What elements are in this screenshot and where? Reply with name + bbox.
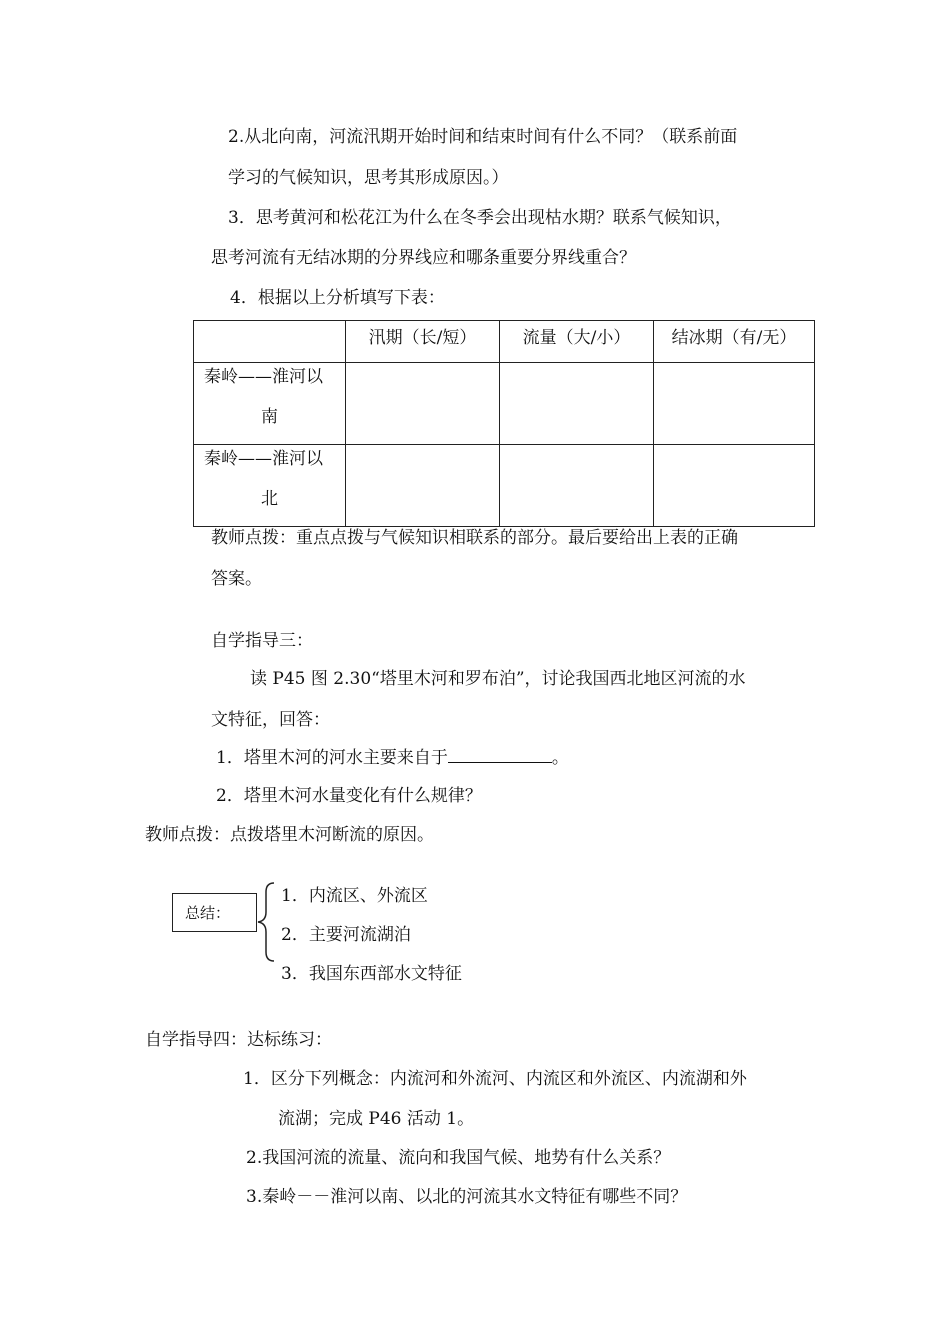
table-row: [194, 363, 815, 445]
row-label-line1: 秦岭——淮河以: [204, 449, 323, 469]
table-cell: [500, 445, 654, 527]
summary-box: [172, 893, 257, 932]
question-3-line1: 3．思考黄河和松花江为什么在冬季会出现枯水期？联系气候知识，: [228, 208, 732, 228]
table-header-row: [194, 321, 815, 363]
table-header-flow: 流量（大/小）: [500, 321, 654, 363]
hydrology-table: [193, 320, 815, 527]
section-3-title: 自学指导三：: [211, 631, 313, 651]
question-2-line1: 2.从北向南，河流汛期开始时间和结束时间有什么不同？（联系前面: [228, 127, 738, 147]
teacher-note-1-line2: 答案。: [211, 569, 262, 589]
brace-icon: [254, 880, 284, 964]
question-1-end: 。: [551, 748, 569, 768]
question-3-line2: 思考河流有无结冰期的分界线应和哪条重要分界线重合？: [211, 248, 636, 268]
row-label-south: [194, 363, 346, 445]
teacher-note-2: 教师点拨：点拨塔里木河断流的原因。: [145, 825, 434, 845]
section-4-question-2: 2.我国河流的流量、流向和我国气候、地势有什么关系？: [246, 1148, 671, 1168]
summary-item-2: 2．主要河流湖泊: [281, 925, 411, 945]
row-label-line2: 南: [261, 407, 278, 427]
row-label-line1: 秦岭——淮河以: [204, 367, 323, 387]
section-3-question-1: [216, 746, 569, 769]
row-label-line2: 北: [261, 489, 278, 509]
table-header-empty: [194, 321, 346, 363]
summary-item-3: 3．我国东西部水文特征: [281, 964, 462, 984]
summary-item-1: 1．内流区、外流区: [281, 886, 428, 906]
row-label-north: [194, 445, 346, 527]
table-cell: [346, 445, 500, 527]
answer-blank: [448, 746, 552, 763]
section-3-intro-line2: 文特征，回答：: [211, 710, 330, 730]
table-cell: [346, 363, 500, 445]
question-1-text: 1．塔里木河的河水主要来自于: [216, 748, 448, 768]
table-cell: [654, 445, 815, 527]
question-4: 4．根据以上分析填写下表：: [230, 288, 445, 308]
table-header-flood-season: 汛期（长/短）: [346, 321, 500, 363]
table-cell: [500, 363, 654, 445]
section-4-title: 自学指导四：达标练习：: [145, 1030, 332, 1050]
question-2-line2: 学习的气候知识，思考其形成原因。）: [228, 168, 509, 188]
table-cell: [654, 363, 815, 445]
table-header-freezing: 结冰期（有/无）: [654, 321, 815, 363]
section-3-intro-line1: 读 P45 图 2.30“塔里木河和罗布泊”，讨论我国西北地区河流的水: [250, 669, 746, 689]
teacher-note-1-line1: 教师点拨：重点点拨与气候知识相联系的部分。最后要给出上表的正确: [211, 528, 738, 548]
section-4-question-3: 3.秦岭－－淮河以南、以北的河流其水文特征有哪些不同？: [246, 1187, 688, 1207]
section-3-question-2: 2．塔里木河水量变化有什么规律？: [216, 786, 482, 806]
section-4-question-1-line1: 1．区分下列概念：内流河和外流河、内流区和外流区、内流湖和外: [243, 1069, 747, 1089]
section-4-question-1-line2: 流湖；完成 P46 活动 1。: [278, 1109, 475, 1129]
table-row: [194, 445, 815, 527]
summary-label: 总结：: [185, 904, 231, 922]
